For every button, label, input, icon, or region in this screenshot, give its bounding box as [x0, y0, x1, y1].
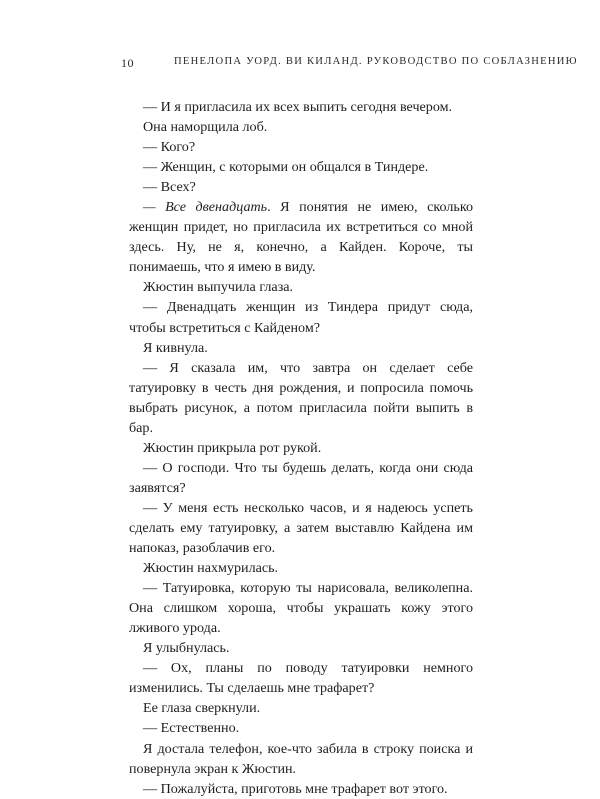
paragraph: — И я пригласила их всех выпить сегодня вечером. [143, 99, 453, 115]
paragraph [129, 197, 473, 277]
running-head: ПЕНЕЛОПА УОРД. ВИ КИЛАНД. РУКОВОДСТВО ПО СОБЛАЗНЕНИЮ [174, 56, 578, 67]
paragraph: — Кого? [143, 139, 196, 156]
italic-phrase: — Все двенадцать [143, 199, 268, 216]
page-header [121, 56, 578, 76]
paragraph: Я кивнула. [143, 339, 208, 356]
paragraph: Она наморщила лоб. [143, 119, 268, 136]
paragraph: — Пожалуйста, приготовь мне трафарет вот этого. [143, 780, 448, 797]
page-number: 10 [121, 56, 134, 70]
paragraph: — Двенадцать женщин из Тиндера придут сюда, чтобы встретиться с Кайденом? [129, 299, 473, 336]
paragraph: Жюстин выпучила глаза. [143, 279, 294, 296]
paragraph: Ее глаза сверкнули. [143, 700, 261, 717]
paragraph: Жюстин прикрыла рот рукой. [143, 439, 322, 456]
paragraph: — Женщин, с которыми он общался в Тиндере. [143, 159, 429, 176]
paragraph: Жюстин нахмурилась. [143, 560, 279, 577]
paragraph: — О господи. Что ты будешь делать, когда они сюда заявятся? [129, 459, 473, 496]
paragraph: — Всех? [143, 179, 196, 196]
paragraph: — Татуировка, которую ты нарисовала, великолепна. Она слишком хороша, чтобы украшать кожу этого лживого урода. [129, 580, 473, 637]
paragraph: Я достала телефон, кое-что забила в строку поиска и повернула экран к Жюстин. [129, 740, 473, 777]
paragraph-text: . Я понятия не имею, сколько женщин придет, но пригласила их встретиться со мной здесь. Ну, не я, конечно, а Кайден. Короче, ты понимаешь, что я имею в виду. [129, 199, 473, 276]
paragraph: — Естественно. [143, 720, 240, 737]
paragraph: — У меня есть несколько часов, и я надеюсь успеть сделать ему татуировку, а затем выставлю Кайдена им напоказ, разоблачив его. [129, 499, 473, 557]
paragraph: Я улыбнулась. [143, 640, 230, 657]
paragraph: — Ох, планы по поводу татуировки немного изменились. Ты сделаешь мне трафарет? [129, 660, 473, 697]
body-text [129, 97, 473, 799]
paragraph: — Я сказала им, что завтра он сделает себе татуировку в честь дня рождения, и попросила помочь выбрать рисунок, а потом пригласила пойти выпить в бар. [129, 359, 473, 436]
